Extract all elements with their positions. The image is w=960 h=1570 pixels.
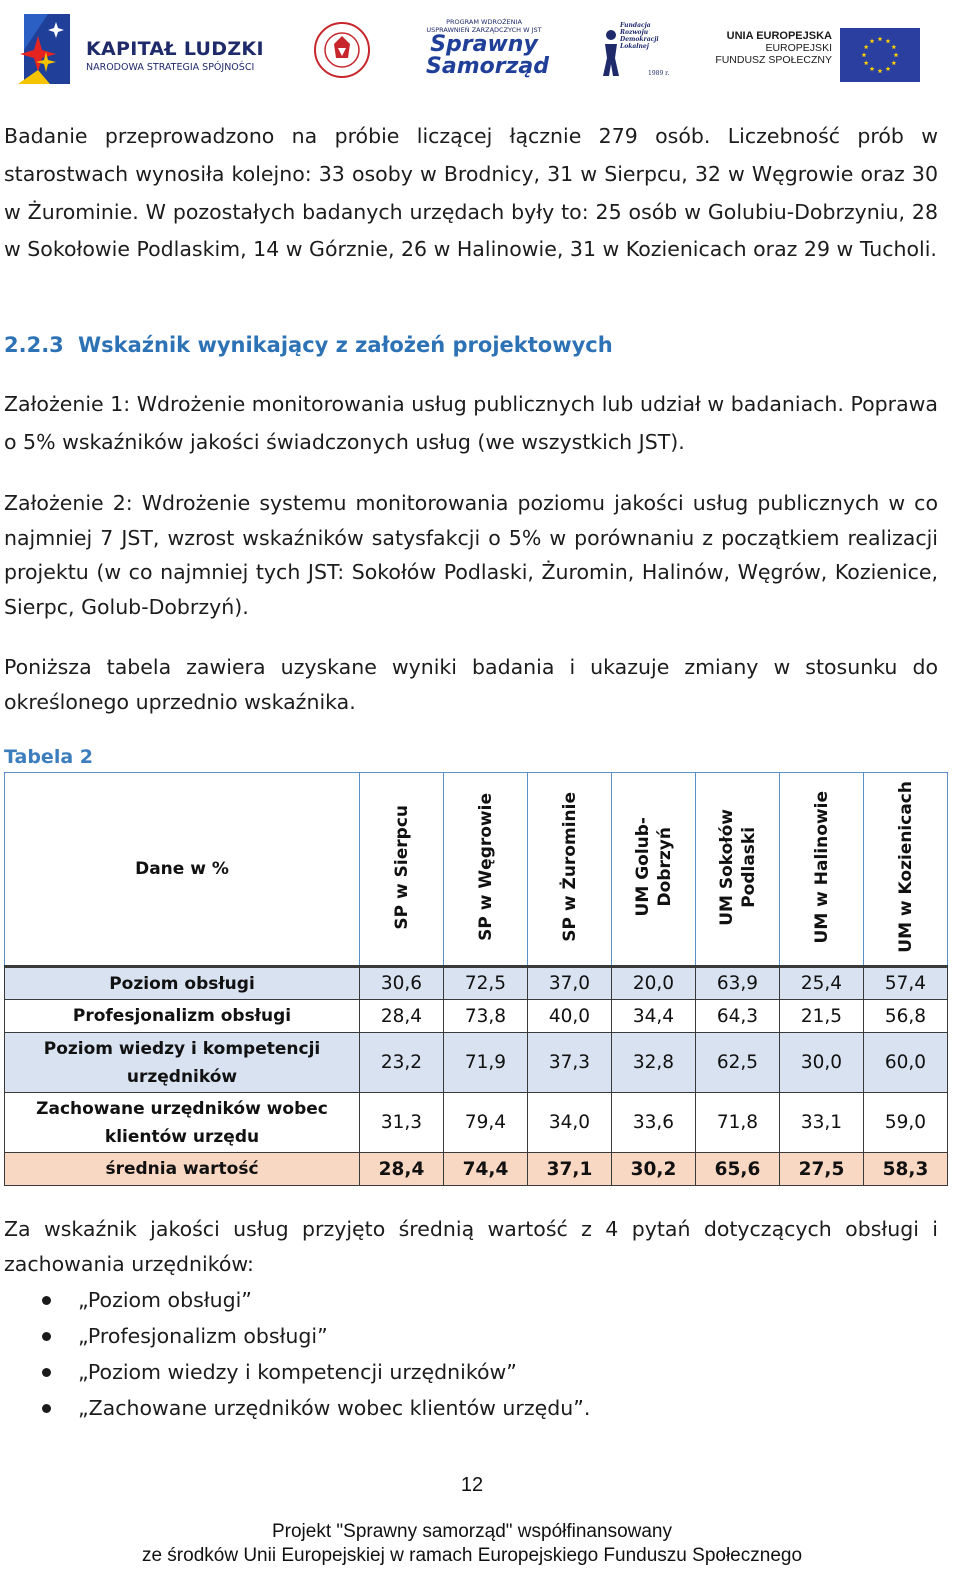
column-header <box>864 773 948 967</box>
frdl-name: Fundacja Rozwoju Demokracji Lokalnej <box>620 22 659 50</box>
ue-line3: FUNDUSZ SPOŁECZNY <box>715 54 832 66</box>
table-row <box>5 967 948 1000</box>
list-item <box>0 1390 590 1426</box>
table-cell: 79,4 <box>444 1093 528 1153</box>
table-header-row <box>5 773 948 967</box>
ue-line2: EUROPEJSKI <box>765 42 832 54</box>
column-header <box>444 773 528 967</box>
table-caption: Tabela 2 <box>4 746 93 768</box>
samorzad-word: Samorząd <box>426 54 549 79</box>
average-cell: 30,2 <box>612 1153 696 1186</box>
frdl-year: 1989 r. <box>648 70 670 77</box>
ue-line1: UNIA EUROPEJSKA <box>726 30 832 42</box>
list-item-text: „Poziom obsługi” <box>78 1288 252 1312</box>
kapital-ludzki-wordmark <box>86 38 264 73</box>
column-header <box>612 773 696 967</box>
frdl-logo <box>600 22 680 84</box>
sprawny-word: Sprawny <box>430 32 538 57</box>
column-header-label: UM w Halinowie <box>811 790 832 944</box>
table-cell: 25,4 <box>780 967 864 1000</box>
list-item <box>0 1354 590 1390</box>
ue-wordmark <box>712 30 832 66</box>
footer-line1: Projekt "Sprawny samorząd" współfinansowany <box>271 1521 672 1542</box>
average-cell: 74,4 <box>444 1153 528 1186</box>
table-cell: 59,0 <box>864 1093 948 1153</box>
table-cell: 20,0 <box>612 967 696 1000</box>
average-cell: 37,1 <box>528 1153 612 1186</box>
table-cell: 31,3 <box>360 1093 444 1153</box>
list-item-text: „Zachowane urzędników wobec klientów urzędu”. <box>78 1396 591 1420</box>
column-header <box>528 773 612 967</box>
column-header-label: SP w Węgrowie <box>475 793 496 941</box>
row-label: Zachowane urzędników wobec klientów urzędu <box>5 1093 360 1153</box>
table-cell: 30,0 <box>780 1033 864 1093</box>
column-header-label: UM Golub- Dobrzyń <box>632 817 675 917</box>
indicator-paragraph: Za wskaźnik jakości usług przyjęto średnią wartość z 4 pytań dotyczących obsługi i zachowania urzędników: <box>4 1217 938 1276</box>
table-cell: 32,8 <box>612 1033 696 1093</box>
frdl-figure-icon <box>600 28 622 78</box>
average-row <box>5 1153 948 1186</box>
table-cell: 64,3 <box>696 1000 780 1033</box>
page-footer <box>0 1520 944 1568</box>
bullet-icon <box>42 1368 51 1377</box>
bullet-icon <box>42 1332 51 1341</box>
table-cell: 73,8 <box>444 1000 528 1033</box>
table-row <box>5 1000 948 1033</box>
section-number: 2.2.3 <box>4 333 64 357</box>
column-header <box>780 773 864 967</box>
average-cell: 65,6 <box>696 1153 780 1186</box>
results-table <box>4 772 948 1186</box>
table-cell: 37,3 <box>528 1033 612 1093</box>
bullet-icon <box>42 1404 51 1413</box>
list-item-text: „Poziom wiedzy i kompetencji urzędników” <box>78 1360 517 1384</box>
column-header-label: SP w Żurominie <box>559 792 580 942</box>
table-cell: 56,8 <box>864 1000 948 1033</box>
corner-header: Dane w % <box>5 773 360 967</box>
column-header <box>360 773 444 967</box>
table-cell: 30,6 <box>360 967 444 1000</box>
average-cell: 28,4 <box>360 1153 444 1186</box>
average-label: średnia wartość <box>5 1153 360 1186</box>
average-cell: 27,5 <box>780 1153 864 1186</box>
table-cell: 33,1 <box>780 1093 864 1153</box>
section-heading <box>4 333 613 357</box>
table-cell: 62,5 <box>696 1033 780 1093</box>
assumption-2: Założenie 2: Wdrożenie systemu monitorowania poziomu jakości usług publicznych w co najmniej 7 JST, wzrost wskaźników satysfakcji o 5% w porównaniu z początkiem realizacji projektu (w co najmniej tych JST: Sokołów Podlaski, Żuromin, Halinów, Węgrów, Kozienice, Sierpc, Golub-Dobrzyń). <box>4 491 938 619</box>
table-cell: 21,5 <box>780 1000 864 1033</box>
section-title: Wskaźnik wynikający z założeń projektowych <box>78 333 613 357</box>
sprawny-samorzad-logo <box>426 18 549 84</box>
eu-flag-icon <box>840 28 920 82</box>
list-item <box>0 1282 590 1318</box>
zwiazek-powiatow-seal <box>312 14 372 88</box>
row-label: Profesjonalizm obsługi <box>5 1000 360 1033</box>
kapital-ludzki-subtitle: NARODOWA STRATEGIA SPÓJNOŚCI <box>86 62 255 73</box>
column-header-label: UM w Kozienicach <box>895 781 916 953</box>
table-row <box>5 1093 948 1153</box>
table-cell: 57,4 <box>864 967 948 1000</box>
list-item-text: „Profesjonalizm obsługi” <box>78 1324 328 1348</box>
footer-line2: ze środków Unii Europejskiej w ramach Europejskiego Funduszu Społecznego <box>141 1545 803 1566</box>
table-cell: 28,4 <box>360 1000 444 1033</box>
assumption-1: Założenie 1: Wdrożenie monitorowania usług publicznych lub udział w badaniach. Poprawa o 5% wskaźników jakości świadczonych usług (we wszystkich JST). <box>4 392 938 454</box>
table-cell: 60,0 <box>864 1033 948 1093</box>
table-cell: 33,6 <box>612 1093 696 1153</box>
column-header-label: UM Sokołów Podlaski <box>716 808 759 926</box>
row-label: Poziom wiedzy i kompetencji urzędników <box>5 1033 360 1093</box>
table-cell: 72,5 <box>444 967 528 1000</box>
indicator-list <box>0 1282 590 1426</box>
page-number: 12 <box>460 1474 484 1496</box>
table-cell: 63,9 <box>696 967 780 1000</box>
table-cell: 34,0 <box>528 1093 612 1153</box>
list-item <box>0 1318 590 1354</box>
table-cell: 40,0 <box>528 1000 612 1033</box>
column-header <box>696 773 780 967</box>
header-logos <box>0 6 960 96</box>
table-cell: 71,8 <box>696 1093 780 1153</box>
table-cell: 37,0 <box>528 967 612 1000</box>
kapital-ludzki-logo <box>18 10 78 88</box>
sprawny-program-text: PROGRAM WDROŻENIA USPRAWNIEŃ ZARZĄDCZYCH W JST <box>426 18 542 34</box>
table-cell: 23,2 <box>360 1033 444 1093</box>
average-cell: 58,3 <box>864 1153 948 1186</box>
table-row <box>5 1033 948 1093</box>
column-header-label: SP w Sierpcu <box>391 804 412 930</box>
table-intro: Poniższa tabela zawiera uzyskane wyniki badania i ukazuje zmiany w stosunku do określonego uprzednio wskaźnika. <box>4 655 938 714</box>
kapital-ludzki-title: KAPITAŁ LUDZKI <box>86 38 264 60</box>
table-cell: 71,9 <box>444 1033 528 1093</box>
bullet-icon <box>42 1296 51 1305</box>
row-label: Poziom obsługi <box>5 967 360 1000</box>
intro-paragraph: Badanie przeprowadzono na próbie liczącej łącznie 279 osób. Liczebność prób w starostwach wynosiła kolejno: 33 osoby w Brodnicy, 31 w Sierpcu, 32 w Węgrowie oraz 30 w Żurominie. W pozostałych badanych urzędach były to: 25 osób w Golubiu-Dobrzyniu, 28 w Sokołowie Podlaskim, 14 w Górznie, 26 w Halinowie, 31 w Kozienicach oraz 29 w Tucholi. <box>4 124 938 262</box>
table-cell: 34,4 <box>612 1000 696 1033</box>
